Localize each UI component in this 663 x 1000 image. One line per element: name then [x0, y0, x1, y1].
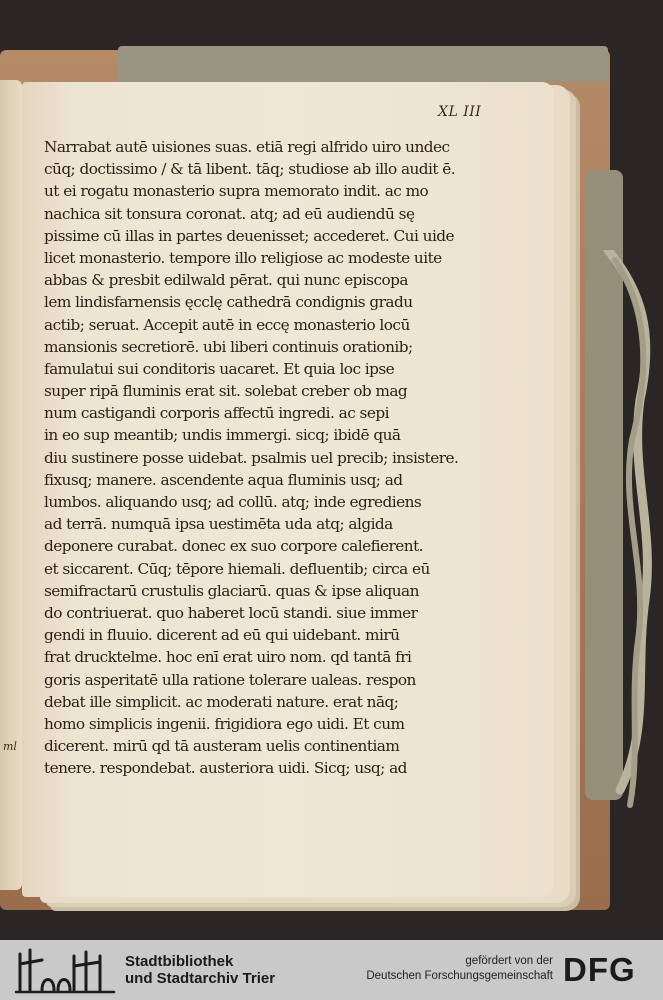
text-line: super ripā fluminis erat sit. solebat creber ob mag: [44, 382, 408, 401]
stadtbibliothek-logo-icon: [14, 946, 119, 994]
text-line: in eo sup meantib; undis immergi. sicq; ibidē quā: [44, 426, 401, 445]
text-line: licet monasterio. tempore illo religiose ac modeste uite: [44, 248, 442, 267]
margin-note: ml: [3, 740, 17, 753]
funder-text: [366, 954, 553, 984]
text-line: mansionis secretiorē. ubi liberi continuis orationib;: [44, 337, 413, 356]
text-line: abbas & presbit edilwald pērat. qui nunc episcopa: [44, 271, 408, 290]
text-line: cūq; doctissimo / & tā libent. tāq; studiose ab illo audit ē.: [44, 160, 456, 179]
text-line: homo simplicis ingenii. frigidiora ego uidi. Et cum: [44, 714, 405, 733]
institution-name: [125, 953, 275, 987]
funder-line-1: gefördert von der: [465, 955, 553, 967]
folio-number: XL III: [438, 104, 482, 120]
text-line: diu sustinere posse uidebat. psalmis uel precib; insistere.: [44, 448, 459, 467]
manuscript-text: [44, 136, 459, 779]
text-line: fixusq; manere. ascendente aqua fluminis usq; ad: [44, 470, 403, 489]
text-line: lem lindisfarnensis ęcclę cathedrā condignis gradu: [44, 293, 413, 312]
binding-tie-cord: [600, 250, 660, 810]
facing-page-edge: [0, 80, 22, 890]
text-line: dicerent. mirū qd tā austeram uelis continentiam: [44, 737, 400, 756]
text-line: nachica sit tonsura coronat. atq; ad eū audiendū sę: [44, 204, 415, 223]
funder-line-2: Deutschen Forschungsgemeinschaft: [366, 970, 553, 982]
text-line: lumbos. aliquando usq; ad collū. atq; inde egrediens: [44, 493, 422, 511]
text-line: gendi in fluuio. dicerent ad eū qui uidebant. mirū: [44, 626, 400, 645]
text-line: pissime cū illas in partes deuenisset; accederet. Cui uide: [44, 226, 455, 245]
text-line: do contriuerat. quo haberet locū standi. siue immer: [44, 603, 418, 622]
text-line: et siccarent. Cūq; tēpore hiemali. defluentib; circa eū: [44, 559, 430, 578]
text-line: famulatui sui conditoris uacaret. Et quia loc ipse: [44, 359, 395, 378]
institution-line-1: Stadtbibliothek: [125, 953, 234, 970]
text-line: ad terrā. numquā ipsa uestimēta uda atq; algida: [44, 515, 393, 534]
text-line: semifractarū crustulis glaciarū. quas & ipse aliquan: [44, 581, 419, 600]
dfg-logo: DFG: [563, 951, 636, 988]
cloth-binding: [118, 46, 608, 82]
text-line: tenere. respondebat. austeriora uidi. Sicq; usq; ad: [44, 759, 407, 778]
institution-line-2: und Stadtarchiv Trier: [125, 970, 276, 987]
text-line: goris asperitatē ulla ratione tolerare ualeas. respon: [44, 670, 416, 689]
text-line: Narrabat autē uisiones suas. etiā regi alfrido uiro undec: [44, 138, 450, 156]
text-line: num castigandi corporis affectū ingredi. ac sepi: [44, 404, 389, 423]
text-line: frat drucktelme. hoc enī erat uiro nom. qd tantā fri: [44, 648, 412, 667]
text-line: deponere curabat. donec ex suo corpore calefierent.: [44, 537, 423, 556]
text-line: ut ei rogatu monasterio supra memorato indit. ac mo: [44, 182, 429, 201]
text-line: actib; seruat. Accepit autē in eccę monasterio locū: [44, 315, 410, 334]
text-line: debat ille simplicit. ac moderati nature. erat nāq;: [44, 692, 399, 711]
footer-bar: [0, 940, 663, 1000]
